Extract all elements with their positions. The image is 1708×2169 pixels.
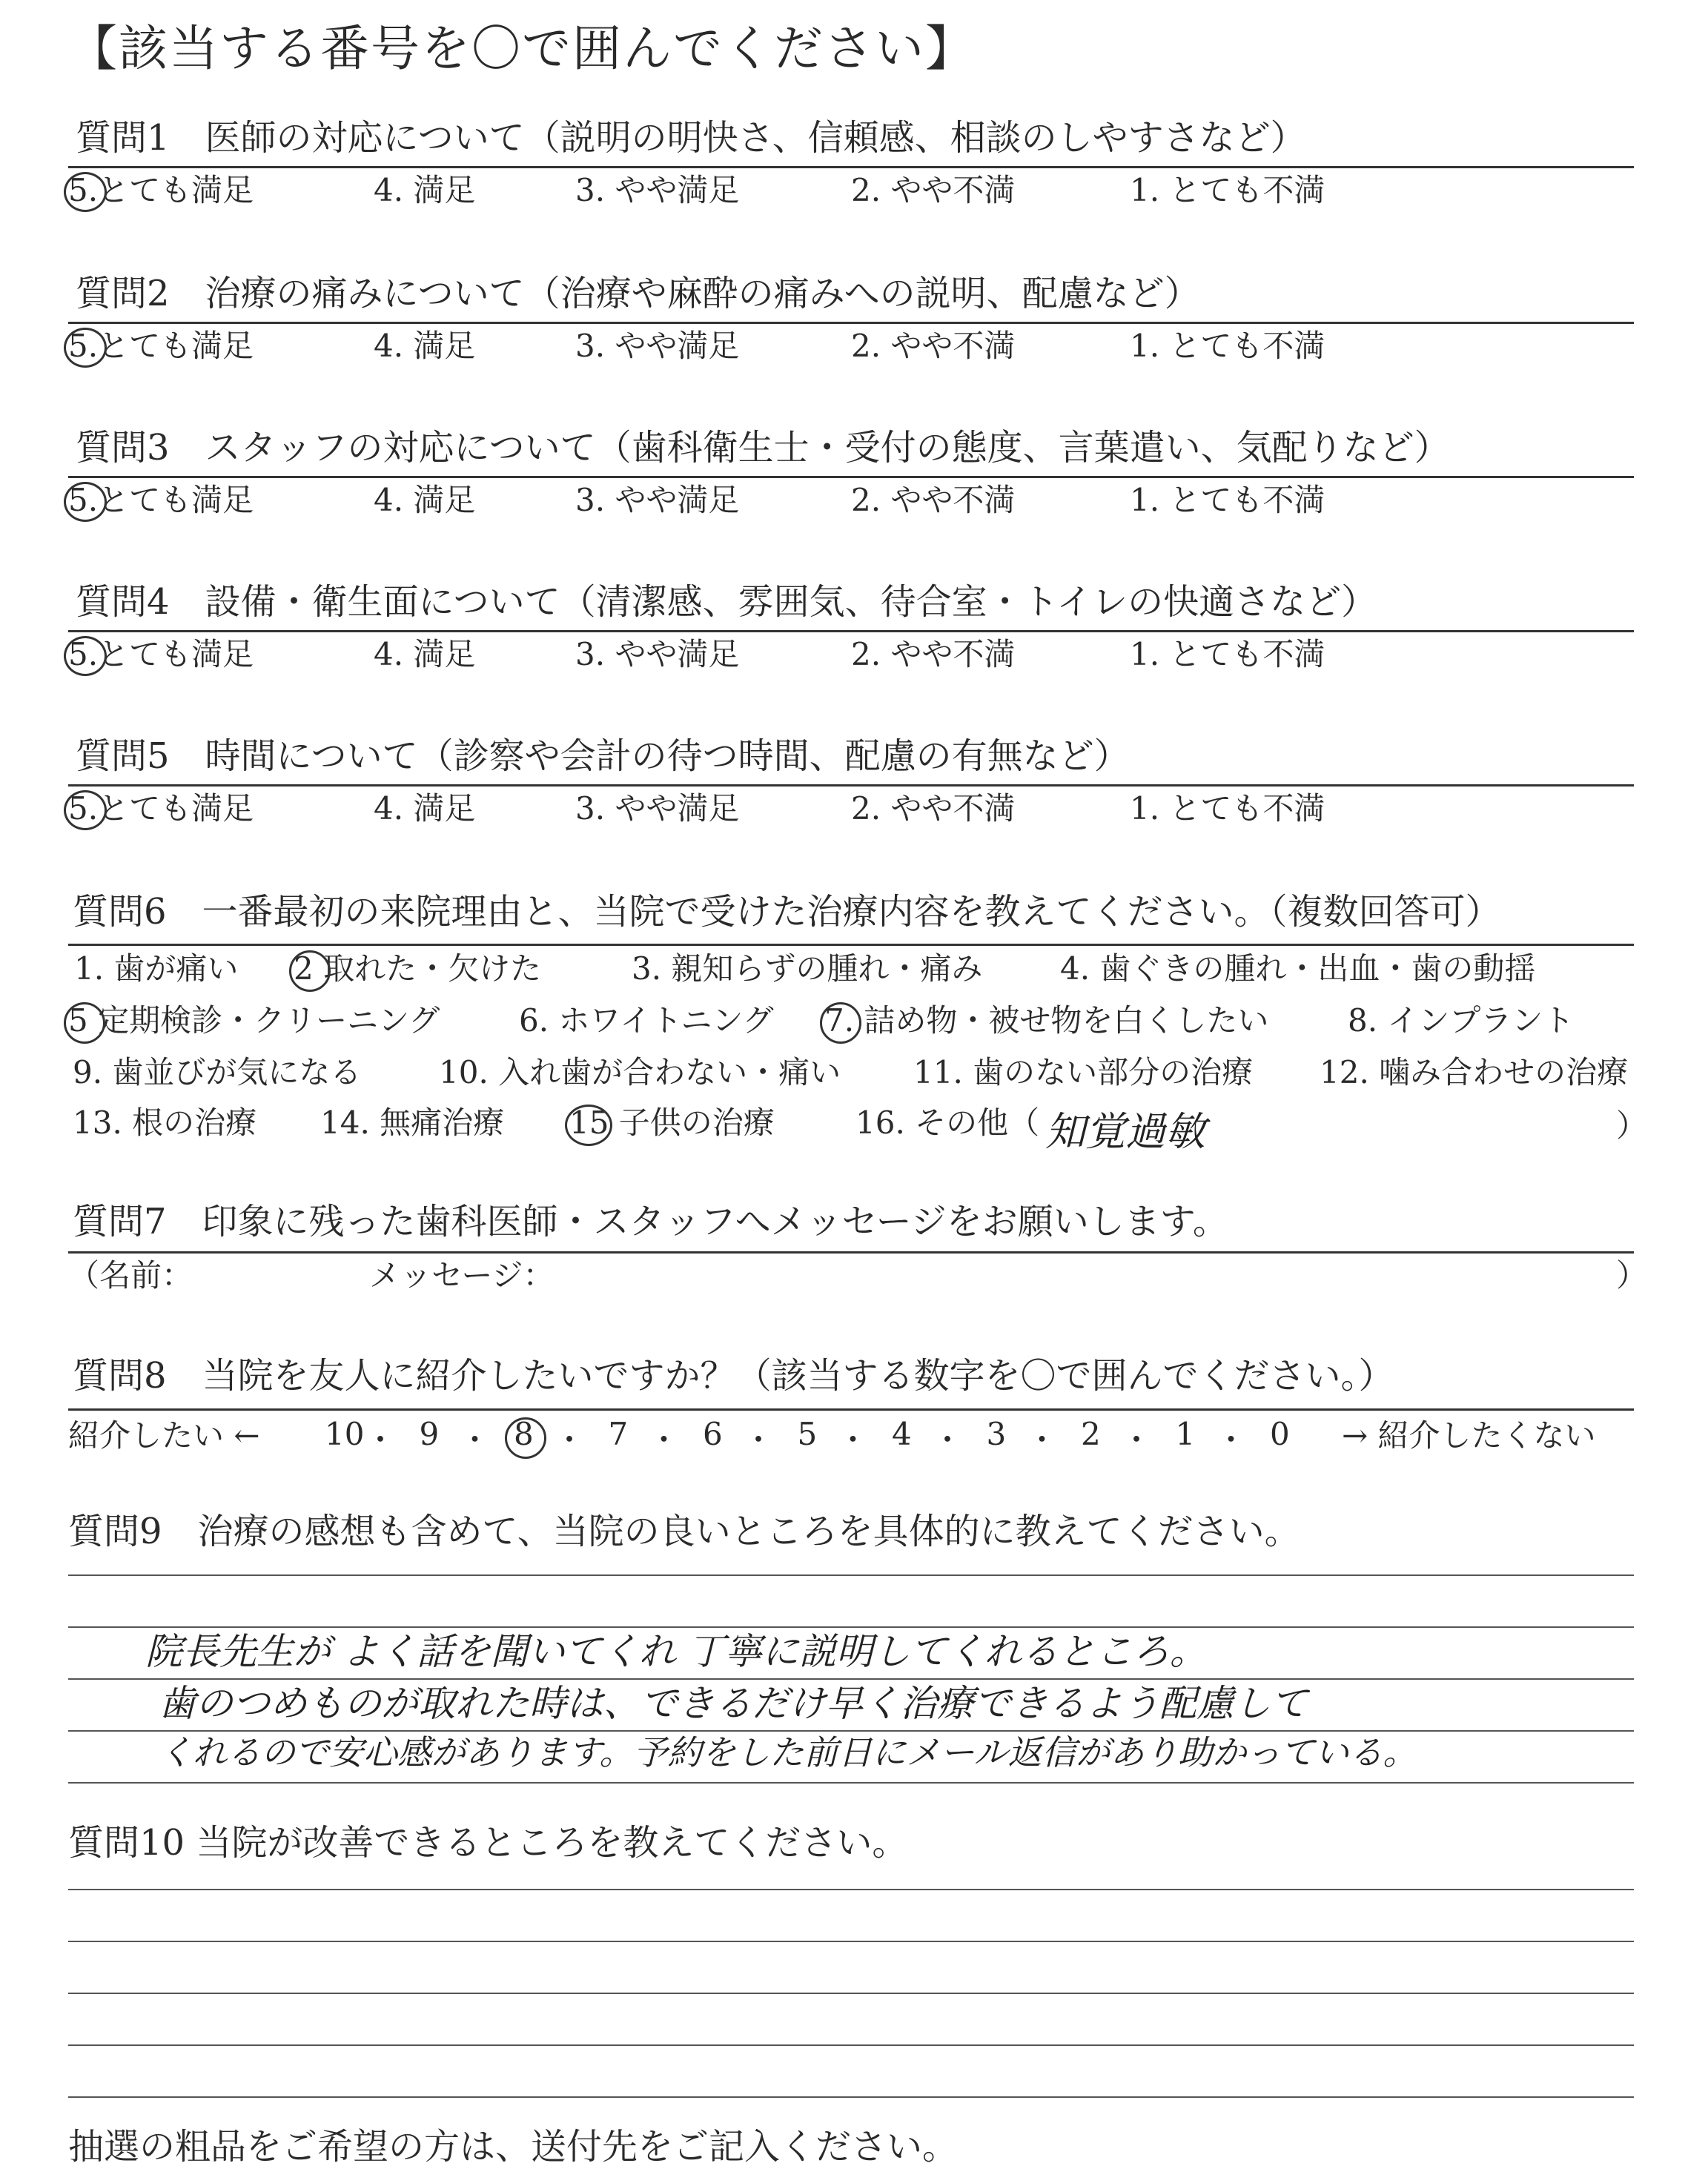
q10-line	[68, 2044, 1634, 2046]
q6-option[interactable]: 2 取れた・欠けた	[294, 950, 542, 987]
q4-selected-circle	[64, 636, 107, 676]
q8-scale-value[interactable]: 6	[703, 1416, 723, 1452]
q6-underline	[68, 944, 1634, 946]
q2-title: 質問2 治療の痛みについて（治療や麻酔の痛みへの説明、配慮など）	[76, 273, 1200, 314]
q9-line	[68, 1782, 1634, 1784]
q1-option[interactable]: 4. 満足	[374, 172, 476, 208]
q5-option[interactable]: 4. 満足	[374, 790, 476, 827]
q7-title: 質問7 印象に残った歯科医師・スタッフへメッセージをお願いします。	[73, 1201, 1228, 1242]
instruction-header: 【該当する番号を〇で囲んでください】	[68, 20, 976, 77]
q10-line	[68, 1941, 1634, 1942]
q9-answer-line: 歯のつめものが取れた時は、できるだけ早く治療できるよう配慮して	[159, 1682, 1308, 1725]
q5-option[interactable]: 3. やや満足	[575, 790, 740, 827]
q8-left-label: 紹介したい ←	[68, 1417, 260, 1454]
q6-option[interactable]: 5 定期検診・クリーニング	[68, 1002, 440, 1039]
q7-message-label: メッセージ：	[369, 1257, 555, 1294]
q6-selected-circle	[64, 1002, 105, 1044]
q3-underline	[68, 476, 1634, 478]
q8-separator: ・	[1215, 1422, 1247, 1458]
q7-name-label: （名前：	[68, 1257, 193, 1294]
q3-option[interactable]: 3. やや満足	[575, 482, 740, 518]
q2-option[interactable]: 5.とても満足	[68, 328, 254, 364]
q7-close: ）	[1616, 1257, 1648, 1294]
q10-line	[68, 2096, 1634, 2098]
q6-other-answer: 知覚過敏	[1045, 1108, 1205, 1155]
q10-title: 質問10 当院が改善できるところを教えてください。	[68, 1822, 908, 1864]
q6-option[interactable]: 10. 入れ歯が合わない・痛い	[439, 1054, 841, 1090]
q8-scale-value[interactable]: 5	[797, 1416, 818, 1452]
q8-separator: ・	[1026, 1422, 1058, 1458]
q8-scale-value[interactable]: 9	[419, 1416, 440, 1452]
q8-separator: ・	[554, 1422, 586, 1458]
q5-underline	[68, 784, 1634, 787]
q1-title: 質問1 医師の対応について（説明の明快さ、信頼感、相談のしやすさなど）	[76, 117, 1306, 159]
q8-separator: ・	[743, 1422, 775, 1458]
q2-option[interactable]: 4. 満足	[374, 328, 476, 364]
q8-scale-value[interactable]: 0	[1270, 1416, 1290, 1452]
q1-option[interactable]: 1. とても不満	[1130, 172, 1325, 208]
q8-separator: ・	[1121, 1422, 1153, 1458]
q6-other-close: ）	[1616, 1107, 1648, 1144]
q8-scale-value[interactable]: 7	[608, 1416, 629, 1452]
q8-scale-value[interactable]: 4	[892, 1416, 912, 1452]
q4-option[interactable]: 4. 満足	[374, 636, 476, 672]
q6-selected-circle	[565, 1105, 612, 1146]
q3-option[interactable]: 2. やや不満	[851, 482, 1016, 518]
q6-option[interactable]: 8. インプラント	[1348, 1002, 1575, 1039]
footer-note: 抽選の粗品をご希望の方は、送付先をご記入ください。	[68, 2126, 959, 2168]
q8-separator: ・	[837, 1422, 869, 1458]
q6-option[interactable]: 16. その他（	[855, 1105, 1040, 1141]
q3-option[interactable]: 4. 満足	[374, 482, 476, 518]
q4-underline	[68, 630, 1634, 632]
q6-option[interactable]: 12. 噛み合わせの治療	[1320, 1054, 1629, 1090]
q8-scale-value[interactable]: 2	[1081, 1416, 1101, 1452]
q10-line	[68, 1889, 1634, 1890]
q6-option[interactable]: 7. 詰め物・被せ物を白くしたい	[824, 1002, 1269, 1039]
q2-option[interactable]: 3. やや満足	[575, 328, 740, 364]
q3-option[interactable]: 1. とても不満	[1130, 482, 1325, 518]
q2-underline	[68, 322, 1634, 324]
q5-selected-circle	[64, 790, 107, 830]
q9-line	[68, 1574, 1634, 1576]
q6-option[interactable]: 6. ホワイトニング	[519, 1002, 774, 1039]
q8-scale-value[interactable]: 10	[325, 1416, 365, 1452]
q8-scale-value[interactable]: 1	[1175, 1416, 1196, 1452]
q6-selected-circle	[820, 1002, 861, 1044]
q6-selected-circle	[289, 950, 331, 992]
q5-title: 質問5 時間について（診察や会計の待つ時間、配慮の有無など）	[76, 735, 1130, 777]
q5-option[interactable]: 5.とても満足	[68, 790, 254, 827]
q1-underline	[68, 166, 1634, 168]
q6-option[interactable]: 15 子供の治療	[569, 1105, 775, 1141]
q2-option[interactable]: 2. やや不満	[851, 328, 1016, 364]
q2-selected-circle	[64, 328, 107, 368]
q6-option[interactable]: 1. 歯が痛い	[74, 950, 239, 987]
q6-option[interactable]: 13. 根の治療	[73, 1105, 257, 1141]
q6-option[interactable]: 11. 歯のない部分の治療	[913, 1054, 1254, 1090]
q7-underline	[68, 1251, 1634, 1254]
q10-line	[68, 1993, 1634, 1994]
q4-option[interactable]: 3. やや満足	[575, 636, 740, 672]
q3-title: 質問3 スタッフの対応について（歯科衛生士・受付の態度、言葉遣い、気配りなど）	[76, 427, 1450, 468]
q8-title: 質問8 当院を友人に紹介したいですか？（該当する数字を〇で囲んでください。）	[73, 1355, 1394, 1397]
q4-option[interactable]: 1. とても不満	[1130, 636, 1325, 672]
q4-option[interactable]: 2. やや不満	[851, 636, 1016, 672]
q8-separator: ・	[932, 1422, 964, 1458]
q6-option[interactable]: 14. 無痛治療	[320, 1105, 505, 1141]
q1-option[interactable]: 3. やや満足	[575, 172, 740, 208]
q8-scale-value[interactable]: 3	[986, 1416, 1007, 1452]
q8-underline	[68, 1408, 1634, 1411]
q6-option[interactable]: 3. 親知らずの腫れ・痛み	[632, 950, 983, 987]
q9-title: 質問9 治療の感想も含めて、当院の良いところを具体的に教えてください。	[68, 1511, 1300, 1552]
q3-selected-circle	[64, 482, 107, 522]
q8-separator: ・	[648, 1422, 680, 1458]
q3-option[interactable]: 5.とても満足	[68, 482, 254, 518]
q8-separator: ・	[365, 1422, 397, 1458]
q8-separator: ・	[459, 1422, 491, 1458]
q8-selected-circle	[505, 1417, 546, 1459]
q6-title: 質問6 一番最初の来院理由と、当院で受けた治療内容を教えてください。（複数回答可）	[73, 891, 1501, 933]
q5-option[interactable]: 1. とても不満	[1130, 790, 1325, 827]
q2-option[interactable]: 1. とても不満	[1130, 328, 1325, 364]
q1-option[interactable]: 5.とても満足	[68, 172, 254, 208]
q5-option[interactable]: 2. やや不満	[851, 790, 1016, 827]
q1-option[interactable]: 2. やや不満	[851, 172, 1016, 208]
q6-option[interactable]: 9. 歯並びが気になる	[73, 1054, 362, 1090]
q9-answer-line: 院長先生が よく話を聞いてくれ 丁寧に説明してくれるところ。	[145, 1630, 1207, 1673]
q6-option[interactable]: 4. 歯ぐきの腫れ・出血・歯の動揺	[1060, 950, 1536, 987]
q4-title: 質問4 設備・衛生面について（清潔感、雰囲気、待合室・トイレの快適さなど）	[76, 581, 1377, 623]
q9-answer-line: くれるので安心感があります。予約をした前日にメール返信があり助かっている。	[159, 1732, 1417, 1772]
q8-scale-value[interactable]: 8	[514, 1416, 534, 1452]
q4-option[interactable]: 5.とても満足	[68, 636, 254, 672]
q8-right-label: → 紹介したくない	[1342, 1417, 1596, 1454]
q1-selected-circle	[64, 172, 107, 212]
